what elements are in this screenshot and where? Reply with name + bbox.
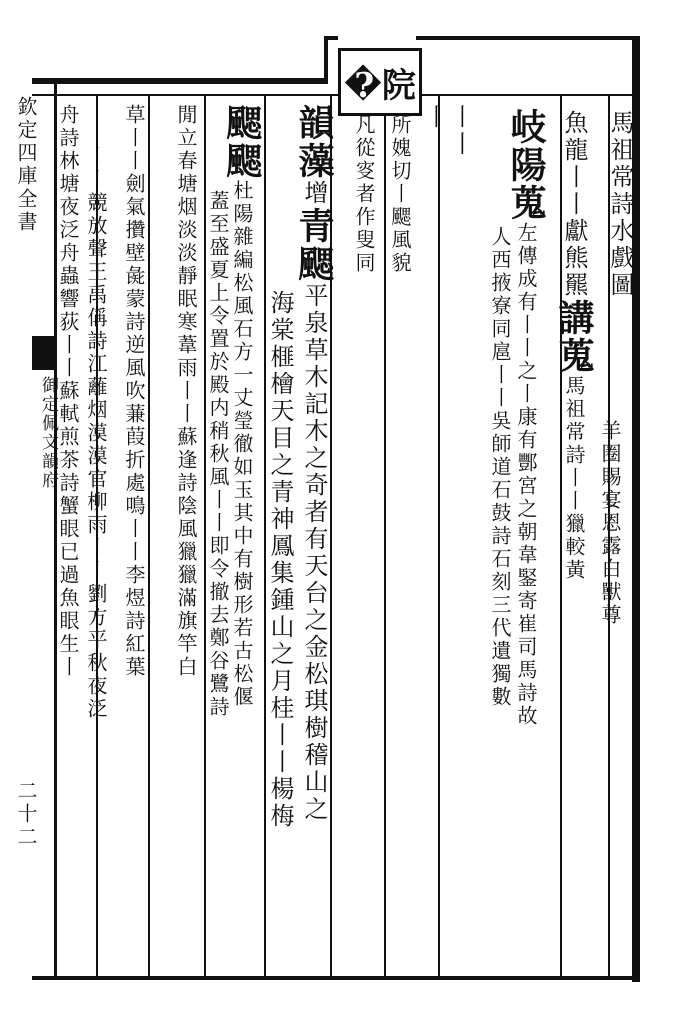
text-column xyxy=(354,114,374,275)
column-divider xyxy=(438,96,440,976)
margin-library-title xyxy=(16,96,36,234)
column-divider xyxy=(384,96,386,976)
column-text-segment: 馬祖常詩丨丨獵較黃 xyxy=(562,375,586,582)
column-text-segment: 舟詩林塘夜泛舟蟲響荻丨丨蘇軾煎茶詩蟹眼已過魚眼生丨 xyxy=(56,104,80,679)
text-column xyxy=(422,104,446,131)
column-text-segment: 凡從叜者作叟同 xyxy=(352,114,376,275)
tab-left-edge xyxy=(324,36,328,84)
column-text-segment: 馬祖常詩水戲圖 xyxy=(606,110,634,299)
column-text-segment: 丨丨 xyxy=(446,104,474,158)
top-border-left xyxy=(32,78,326,84)
rhyme-heading-box xyxy=(338,48,422,116)
text-column xyxy=(58,104,78,679)
column-text-segment: 平泉草木記木之奇者有天台之金松琪樹稽山之 xyxy=(300,283,328,823)
text-column xyxy=(390,114,410,275)
text-column xyxy=(176,104,196,679)
column-text-segment: 御定佩文韻府 xyxy=(38,376,58,490)
margin-black-bar xyxy=(32,336,56,370)
bottom-border xyxy=(32,976,640,980)
text-column xyxy=(608,110,632,299)
column-text-segment: 人西掖寮同扈丨丨吳師道石鼓詩石刻三代遺獨數 xyxy=(488,226,512,709)
column-divider xyxy=(148,96,150,976)
header-underline xyxy=(32,94,632,96)
column-text-segment: 岐陽蒐 xyxy=(505,108,547,222)
column-text-segment: 增 xyxy=(300,180,328,207)
column-text-segment: 杜陽雜編松風石方一丈瑩徹如玉其中有樹形若古松偃 xyxy=(230,180,254,709)
text-column xyxy=(505,108,547,728)
text-column xyxy=(86,146,106,721)
text-column xyxy=(268,290,292,830)
column-text-segment: 魚龍丨丨獻熊羆 xyxy=(560,110,588,299)
column-text-segment: 草丨丨劍氣攢壁彘蒙詩逆風吹蒹葭折處鳴丨丨李煜詩紅葉 xyxy=(122,104,146,679)
column-text-segment: 丨 xyxy=(420,104,448,131)
page-number: 二十二 xyxy=(14,780,38,849)
column-text-segment: 蓋至盛夏上令置於殿内稍秋風丨丨即令撤去鄭谷鷺詩 xyxy=(206,190,230,719)
text-column xyxy=(293,104,335,823)
column-text-segment: 丨丨競放聲王禹偁詩江蘺烟漠漠官柳雨丨丨劉方平秋夜泛 xyxy=(84,146,108,721)
text-column xyxy=(553,110,595,582)
column-text-segment: 韻藻 xyxy=(293,104,335,180)
column-text-segment: 所媿切丨颸風貌 xyxy=(388,114,412,275)
margin-book-title xyxy=(39,376,56,490)
column-text-segment: 講蒐 xyxy=(553,299,595,375)
column-text-segment: 左傳成有丨丨之丨康有酆宮之朝韋鋻寄崔司馬詩故 xyxy=(514,222,538,728)
text-column xyxy=(600,420,620,627)
text-column xyxy=(490,226,510,709)
column-text-segment: 海棠榧檜天目之青神鳳集鍾山之月桂丨丨楊梅 xyxy=(266,290,294,830)
top-border-right xyxy=(416,36,638,40)
text-column xyxy=(208,190,228,719)
column-text-segment: 閒立春塘烟淡淡靜眠寒葦雨丨丨蘇逢詩陰風獵獵滿旗竿白 xyxy=(174,104,198,679)
column-text-segment: 青颸 xyxy=(293,207,335,283)
rhyme-heading-char: �院 xyxy=(344,65,416,106)
text-column xyxy=(124,104,144,679)
text-column xyxy=(448,104,472,158)
column-text-segment: 欽定四庫全書 xyxy=(14,96,38,234)
column-text-segment: 颸颸 xyxy=(221,104,263,180)
column-text-segment: 羊圈賜宴恩露白獸尊 xyxy=(598,420,622,627)
